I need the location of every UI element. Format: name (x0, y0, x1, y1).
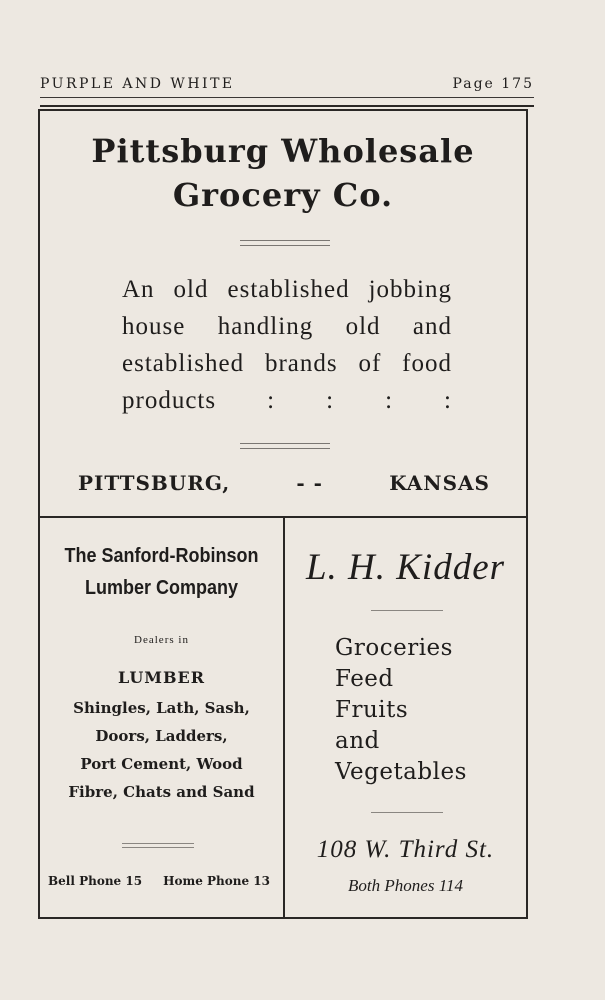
company-name (40, 129, 526, 217)
phone-numbers (48, 874, 270, 888)
company-name-line1: Pittsburg Wholesale (91, 132, 475, 170)
state-name: KANSAS (389, 471, 490, 495)
ornamental-rule-bottom (371, 812, 443, 813)
description-line: house handling old and (122, 313, 452, 340)
store-name: L. H. Kidder (305, 547, 506, 588)
description-line: established brands of food (122, 350, 452, 377)
description-line: products : : : : (122, 387, 452, 414)
goods-item: Feed (335, 666, 394, 692)
sanford-robinson-ad (40, 518, 283, 917)
company-name (52, 540, 271, 604)
product-line: Port Cement, Wood (80, 755, 243, 773)
lumber-heading: LUMBER (117, 668, 206, 687)
pittsburg-wholesale-ad (40, 111, 526, 516)
ornamental-rule-bottom (240, 443, 330, 449)
running-title: PURPLE AND WHITE (40, 76, 235, 92)
product-line: Shingles, Lath, Sash, (73, 699, 250, 717)
ornamental-rule (122, 843, 194, 848)
company-name-line2: Lumber Company (84, 577, 239, 599)
header-rule-heavy (40, 105, 534, 107)
advertisement-frame (38, 109, 528, 919)
company-description (122, 271, 452, 419)
store-phones: Both Phones 114 (348, 876, 463, 895)
product-list (40, 694, 283, 806)
city-name: PITTSBURG, (78, 471, 231, 495)
goods-item: and (335, 728, 380, 754)
company-name-line1: The Sanford-Robinson (64, 545, 259, 567)
store-address: 108 W. Third St. (316, 836, 495, 863)
home-phone: Home Phone 13 (163, 874, 270, 888)
page-number: Page 175 (452, 76, 534, 92)
company-location (78, 471, 490, 495)
goods-list (335, 633, 467, 788)
header-rule (40, 97, 534, 98)
ornamental-rule-top (240, 240, 330, 246)
ornamental-rule-top (371, 610, 443, 611)
goods-item: Fruits (335, 697, 409, 723)
product-line: Fibre, Chats and Sand (68, 783, 255, 801)
bell-phone: Bell Phone 15 (48, 874, 143, 888)
description-line: An old established jobbing (122, 276, 452, 303)
goods-item: Groceries (335, 635, 453, 661)
location-separator: - - (296, 471, 323, 495)
dealers-label: Dealers in (134, 634, 189, 646)
company-name-line2: Grocery Co. (172, 176, 394, 214)
kidder-ad (285, 518, 526, 917)
goods-item: Vegetables (335, 759, 467, 785)
page-header (40, 74, 534, 96)
product-line: Doors, Ladders, (95, 727, 228, 745)
